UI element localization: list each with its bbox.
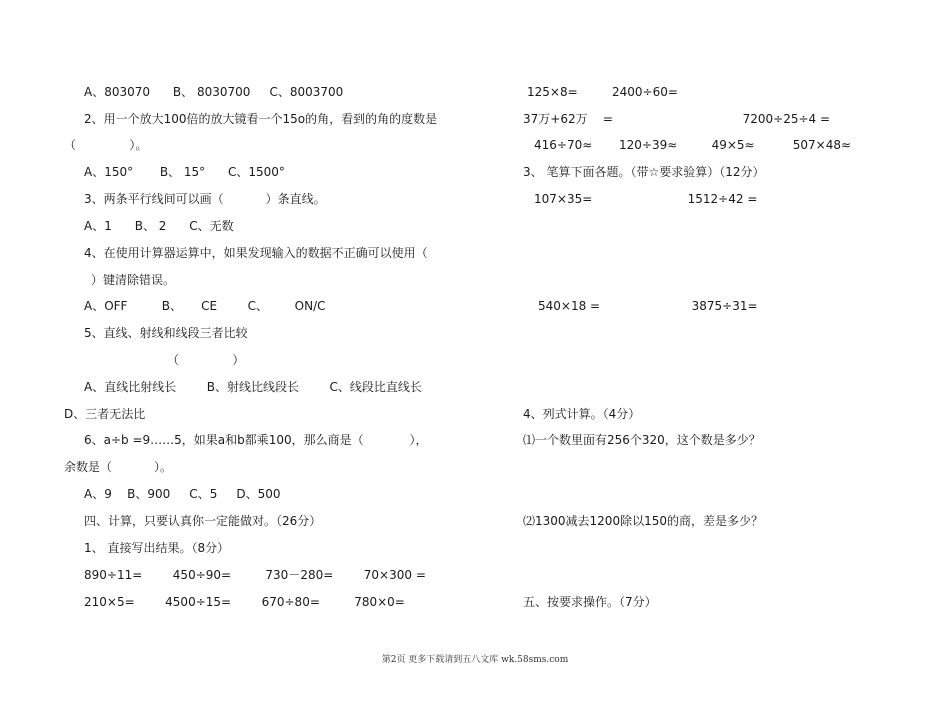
q5-options: A、直线比射线长 B、射线比线段长 C、线段比直线长: [84, 380, 422, 394]
calc-row-1: 890÷11= 450÷90= 730－280= 70×300 =: [84, 568, 426, 582]
word-problem-1: ⑴一个数里面有256个320，这个数是多少？: [523, 433, 761, 447]
q4-stem: 4、在使用计算器运算中，如果发现输入的数据不正确可以使用（: [84, 246, 428, 260]
q5-blank: （ ）: [167, 353, 245, 367]
calc-row-2: 210×5= 4500÷15= 670÷80= 780×0=: [84, 595, 405, 609]
sub3-title: 3、 笔算下面各题。（带☆要求验算）（12分）: [523, 165, 765, 179]
q4-continuation: ）键清除错误。: [91, 273, 176, 287]
section4-title: 四、计算，只要认真你一定能做对。（26分）: [84, 514, 322, 528]
calc-row-3: 125×8= 2400÷60=: [527, 85, 678, 99]
q5-option-d: D、三者无法比: [64, 407, 146, 421]
q2-blank: （ ）。: [64, 138, 148, 152]
sub1-title: 1、 直接写出结果。（8分）: [84, 541, 230, 555]
estimate-row: 416÷70≈ 120÷39≈ 49×5≈ 507×48≈: [534, 138, 852, 152]
q2-stem: 2、用一个放大100倍的放大镜看一个15o的角，看到的角的度数是: [84, 112, 438, 126]
q4-options: A、OFF B、 CE C、 ON/C: [84, 299, 326, 313]
q6-stem: 6、a÷b =9……5，如果a和b都乘100，那么商是（ ），: [84, 433, 428, 447]
q1-options: A、803070 B、 8030700 C、8003700: [84, 85, 344, 99]
q6-options: A、9 B、900 C、5 D、500: [84, 487, 281, 501]
q5-stem: 5、直线、射线和线段三者比较: [84, 326, 248, 340]
word-problem-2: ⑵1300减去1200除以150的商，差是多少？: [523, 514, 763, 528]
q6-continuation: 余数是（ ）。: [64, 460, 172, 474]
q3-options: A、1 B、 2 C、无数: [84, 219, 234, 233]
q3-stem: 3、两条平行线间可以画（ ）条直线。: [84, 192, 326, 206]
section5-title: 五、按要求操作。（7分）: [523, 595, 657, 609]
sub4-title: 4、列式计算。（4分）: [523, 407, 641, 421]
page-footer: 第2页 更多下载请到五八文库 wk.58sms.com: [381, 655, 569, 665]
written-calc-row-1: 107×35= 1512÷42 =: [534, 192, 758, 206]
calc-row-4: 37万+62万 = 7200÷25÷4 =: [523, 112, 831, 126]
written-calc-row-2: 540×18 = 3875÷31=: [538, 299, 758, 313]
q2-options: A、150° B、 15° C、1500°: [84, 165, 285, 179]
